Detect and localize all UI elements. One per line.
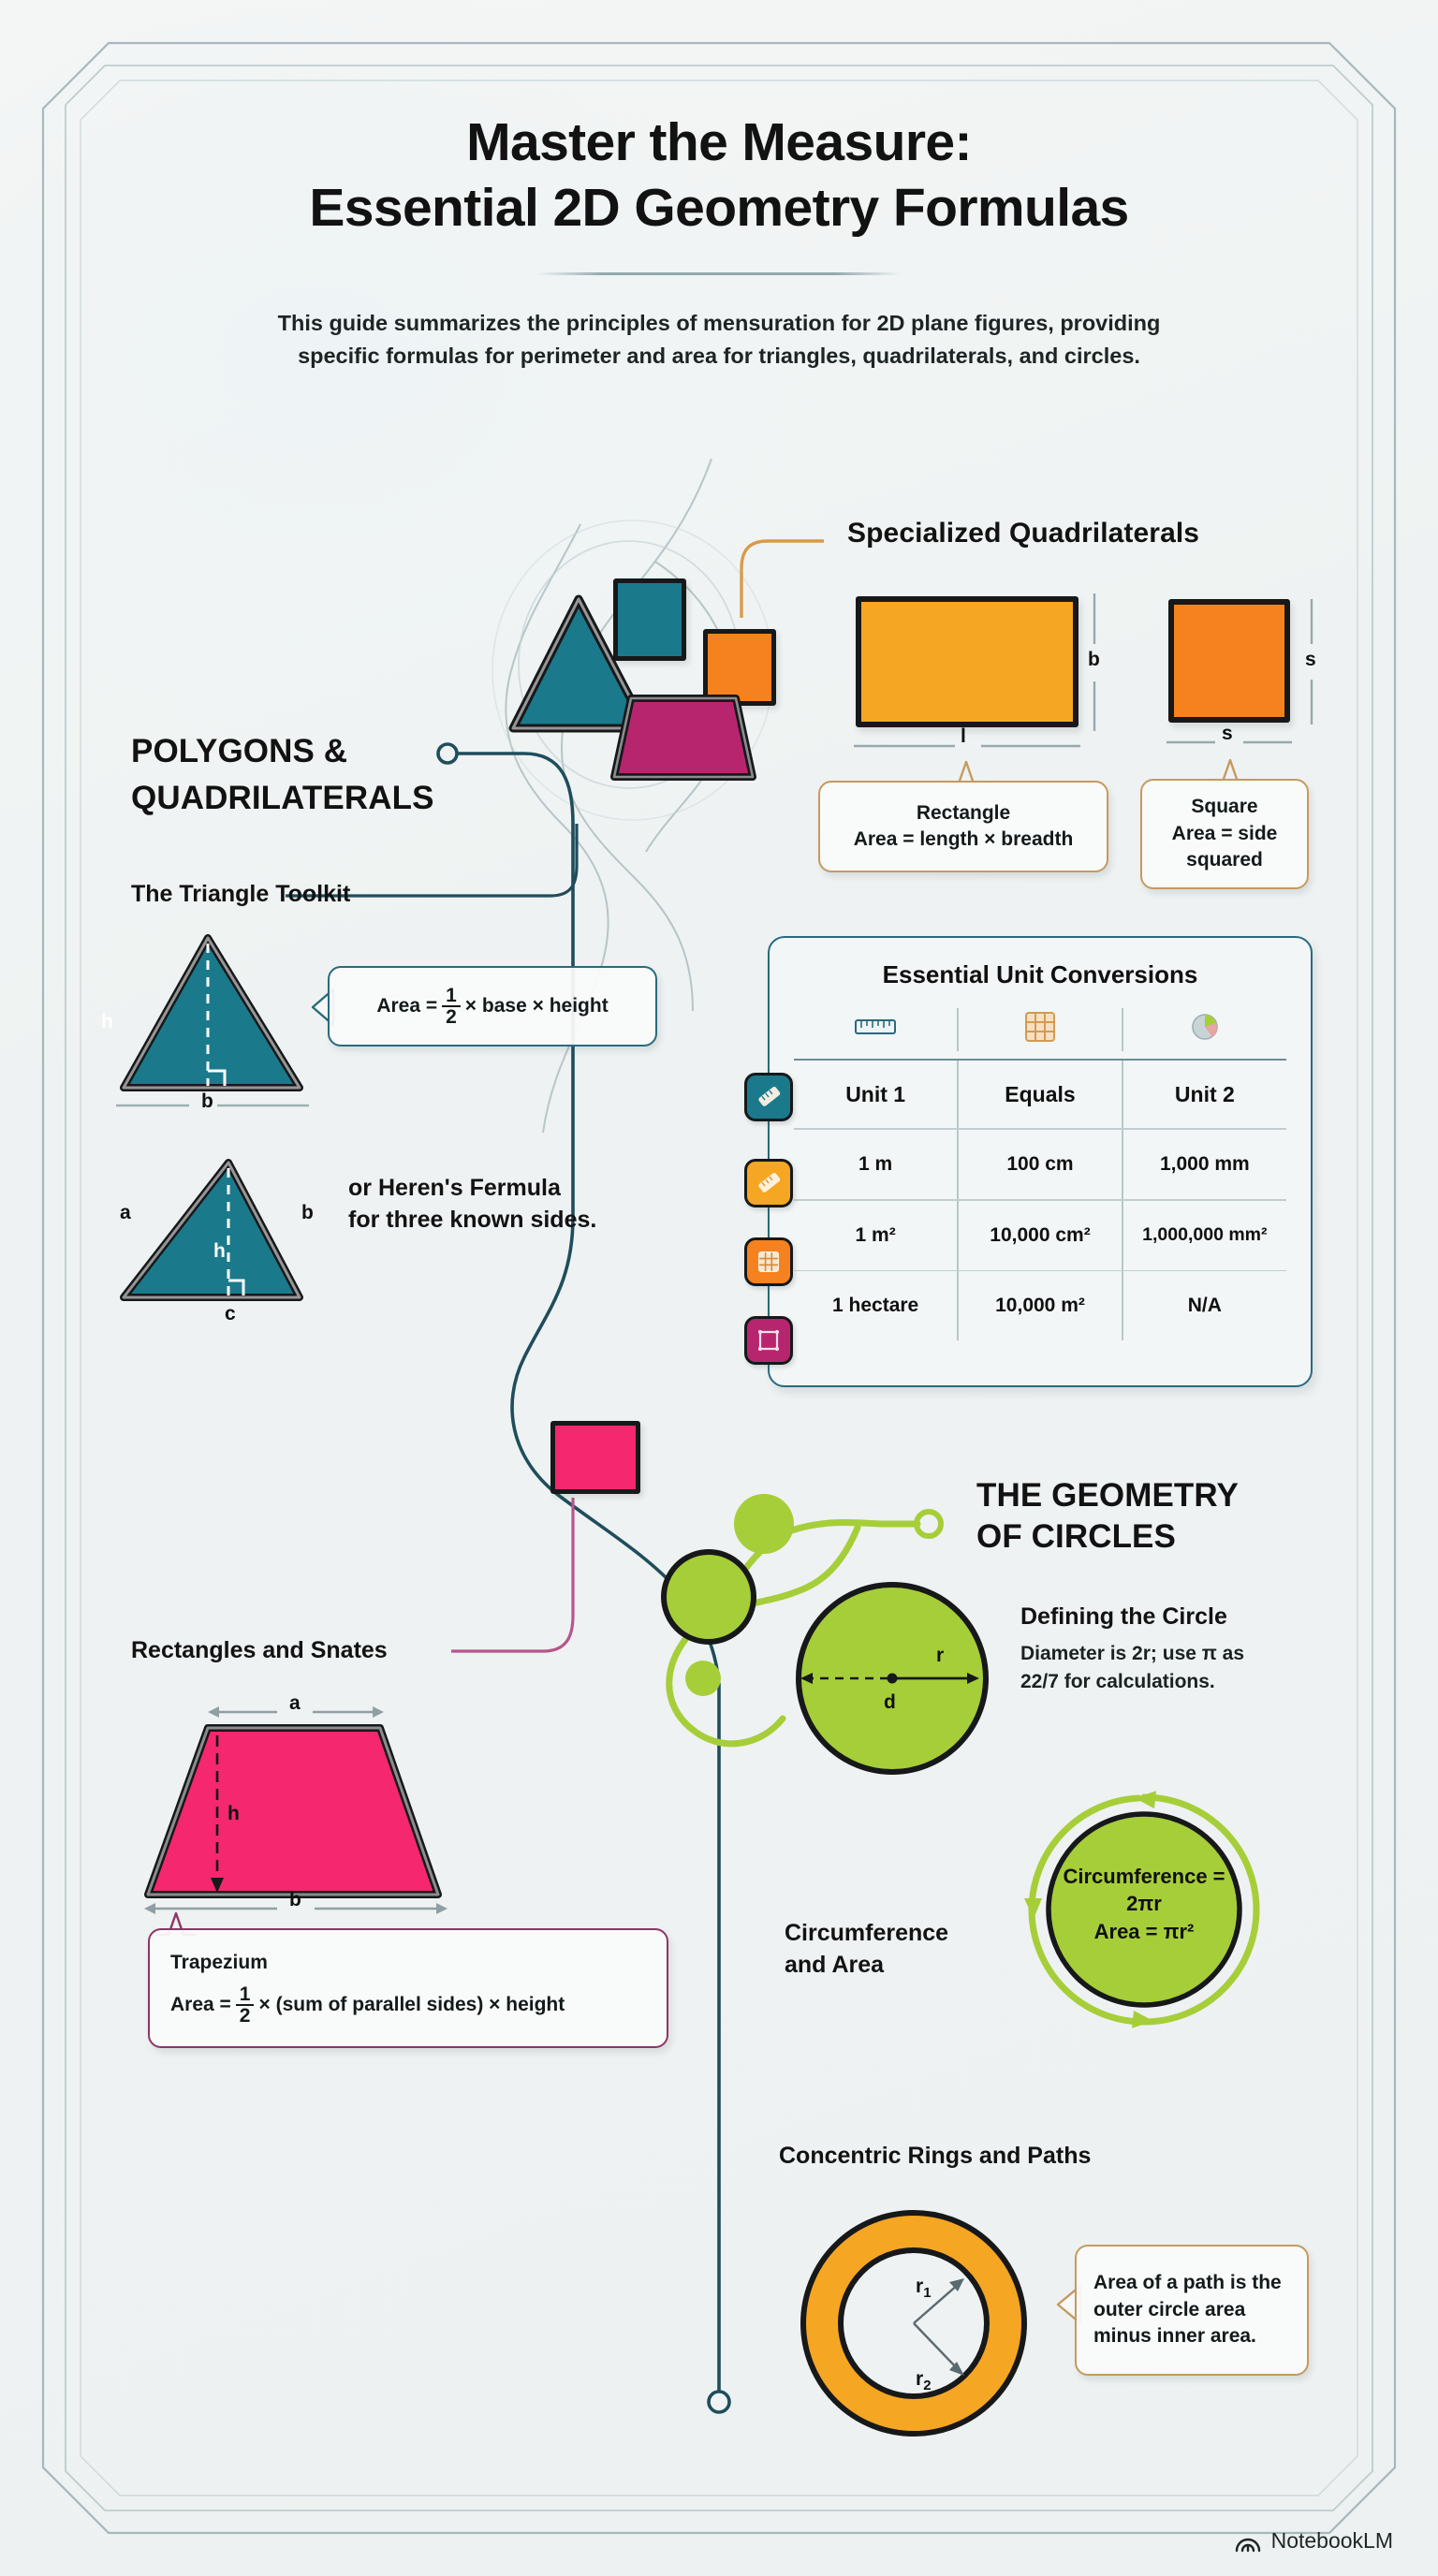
triangle-area-prefix: Area =	[376, 994, 438, 1017]
row3-unit1: 1 hectare	[832, 1295, 919, 1317]
triangle-frac-numerator: 1	[442, 986, 461, 1007]
heron-note-line1: or Heren's Fermula	[348, 1175, 561, 1201]
heron-note-line2: for three known sides.	[348, 1207, 597, 1233]
hectare-badge	[744, 1316, 793, 1365]
rectangle-width-dim	[850, 736, 1084, 756]
connector-node-end	[709, 2392, 729, 2412]
circumference-formula-line2: 2πr	[1126, 1892, 1162, 1916]
triangle-toolkit-heading: The Triangle Toolkit	[131, 881, 351, 907]
cluster-trapezoid-magenta	[609, 691, 758, 784]
column-header-unit2: Unit 2	[1174, 1081, 1235, 1106]
defining-circle-figure	[792, 1578, 992, 1778]
table-header-row	[794, 1061, 1286, 1128]
ruler-badge-orange	[744, 1159, 793, 1208]
ruler-icon	[855, 1017, 896, 1036]
trapezium-top-label: a	[289, 1692, 301, 1714]
hectare-badge-icon	[756, 1327, 782, 1354]
circles-heading-line1: THE GEOMETRY	[976, 1477, 1239, 1514]
rectangle-formula-card	[818, 781, 1108, 872]
triangle-base-height-figure	[114, 930, 316, 1097]
column-header-equals: Equals	[1005, 1081, 1076, 1106]
triangle2-height-label: h	[213, 1240, 226, 1262]
cluster-square-pink	[550, 1421, 640, 1494]
defining-circle-heading: Defining the Circle	[1020, 1603, 1227, 1630]
ruler-badge-icon	[756, 1084, 782, 1110]
square-height-label: s	[1305, 649, 1316, 670]
connector-node-polygons	[438, 744, 457, 763]
circle-diameter-label: d	[884, 1691, 896, 1713]
triangle2-side-a-label: a	[120, 1202, 131, 1223]
rectangle-height-label: b	[1088, 649, 1100, 670]
triangle1-height-label: h	[101, 1011, 113, 1032]
ring-r2-base: r	[916, 2368, 924, 2390]
triangle-area-card	[328, 966, 657, 1046]
square-width-label: s	[1222, 723, 1233, 744]
table-row	[794, 1201, 1286, 1270]
square-card-title: Square	[1191, 796, 1258, 818]
trapezium-formula-prefix: Area =	[170, 1994, 231, 2015]
notebooklm-logo-icon	[1234, 2529, 1262, 2554]
page-title-line1: Master the Measure:	[466, 112, 972, 172]
rings-note-text: Area of a path is the outer circle area minus inner area.	[1093, 2272, 1282, 2348]
row2-unit2: 1,000,000 mm²	[1142, 1224, 1268, 1246]
title-divider	[537, 272, 901, 275]
ruler-badge-orange-icon	[756, 1170, 782, 1196]
rectangles-shapes-heading: Rectangles and Snates	[131, 1637, 388, 1663]
triangle-frac-denominator: 2	[446, 1006, 457, 1028]
rectangle-card-title: Rectangle	[916, 801, 1011, 824]
page-subtitle: This guide summarizes the principles of mensuration for 2D plane figures, providing specific formulas for perimeter and area for triangles, quadrilaterals, and circles.	[277, 311, 1161, 368]
unit-conversions-title: Essential Unit Conversions	[882, 960, 1198, 988]
ring-outer-radius-label	[916, 2368, 932, 2393]
grid-icon	[1024, 1011, 1056, 1043]
rings-note-card	[1075, 2245, 1309, 2376]
unit-conversions-table	[768, 936, 1313, 1387]
table-row	[794, 1130, 1286, 1199]
row1-equals: 100 cm	[1006, 1152, 1074, 1175]
ring-inner-radius-label	[916, 2276, 932, 2301]
polygons-heading-line1: POLYGONS &	[131, 733, 348, 769]
grid-badge	[744, 1237, 793, 1286]
table-icon-header-row	[794, 1008, 1286, 1051]
circumference-heading-line1: Circumference	[785, 1920, 949, 1946]
trapezium-card-title: Trapezium	[170, 1952, 268, 1974]
row2-equals: 10,000 cm²	[990, 1223, 1091, 1246]
triangle1-base-dim	[114, 1097, 313, 1114]
polygons-heading-line2: QUADRILATERALS	[131, 780, 434, 816]
cluster-square-teal	[613, 578, 686, 661]
triangle-heron-figure	[114, 1157, 316, 1307]
specialized-quadrilaterals-heading: Specialized Quadrilaterals	[847, 518, 1200, 549]
footer-branding	[1234, 2528, 1393, 2554]
row1-unit2: 1,000 mm	[1159, 1152, 1250, 1175]
ruler-badge	[744, 1073, 793, 1121]
triangle1-base-label: b	[201, 1090, 213, 1112]
circles-heading-line2: OF CIRCLES	[976, 1518, 1176, 1555]
page-title-line2: Essential 2D Geometry Formulas	[309, 177, 1129, 238]
circumference-formula-block	[1030, 1863, 1258, 1945]
square-figure	[1168, 599, 1290, 723]
trapezium-formula-card	[148, 1928, 668, 2048]
row3-equals: 10,000 m²	[995, 1295, 1085, 1317]
row3-unit2: N/A	[1187, 1295, 1222, 1317]
pie-chart-icon-cell	[1123, 1012, 1286, 1047]
square-formula-card	[1140, 779, 1309, 889]
green-node-small	[685, 1661, 721, 1696]
grid-badge-icon	[756, 1249, 782, 1275]
triangle2-side-b-label: b	[301, 1202, 314, 1223]
trapezium-figure	[139, 1720, 457, 1904]
circumference-formula-line1: Circumference =	[1063, 1865, 1225, 1888]
pie-chart-icon	[1190, 1012, 1220, 1042]
ring-r1-sub: 1	[923, 2285, 932, 2302]
trapezium-frac-numerator: 1	[236, 1984, 255, 2006]
triangle2-side-c-label: c	[225, 1303, 236, 1325]
page-header	[0, 110, 1438, 373]
table-row	[794, 1271, 1286, 1340]
ring-r2-sub: 2	[923, 2378, 932, 2394]
rectangle-width-label: l	[961, 725, 966, 747]
ring-r1-base: r	[916, 2276, 924, 2297]
trapezium-frac-denominator: 2	[239, 2005, 251, 2027]
square-card-formula-line1: Area = side	[1171, 822, 1278, 844]
concentric-ring-figure	[794, 2203, 1034, 2443]
trapezium-bottom-label: b	[289, 1889, 301, 1910]
footer-brand-label: NotebookLM	[1270, 2528, 1393, 2553]
ruler-icon-cell	[794, 1017, 957, 1042]
green-node-ring	[917, 1512, 941, 1536]
trapezium-height-label: h	[227, 1803, 240, 1824]
green-node-outlined	[664, 1552, 754, 1642]
rectangle-figure	[856, 596, 1078, 727]
column-header-unit1: Unit 1	[845, 1081, 906, 1106]
triangle-area-suffix: × base × height	[464, 994, 609, 1017]
row1-unit1: 1 m	[858, 1152, 893, 1175]
row2-unit1: 1 m²	[855, 1223, 896, 1246]
grid-icon-cell	[959, 1011, 1122, 1048]
circle-radius-label: r	[936, 1645, 945, 1666]
circumference-heading-line2: and Area	[785, 1952, 885, 1978]
square-card-formula-line2: squared	[1186, 849, 1263, 871]
trapezium-card-formula	[170, 1984, 565, 2027]
concentric-rings-heading: Concentric Rings and Paths	[779, 2143, 1092, 2169]
green-node-large	[734, 1494, 794, 1554]
circumference-formula-line3: Area = πr²	[1093, 1919, 1195, 1943]
defining-circle-body: Diameter is 2r; use π as 22/7 for calculations.	[1020, 1643, 1245, 1692]
trapezium-formula-suffix: × (sum of parallel sides) × height	[258, 1994, 565, 2015]
rectangle-card-formula: Area = length × breadth	[853, 828, 1074, 850]
